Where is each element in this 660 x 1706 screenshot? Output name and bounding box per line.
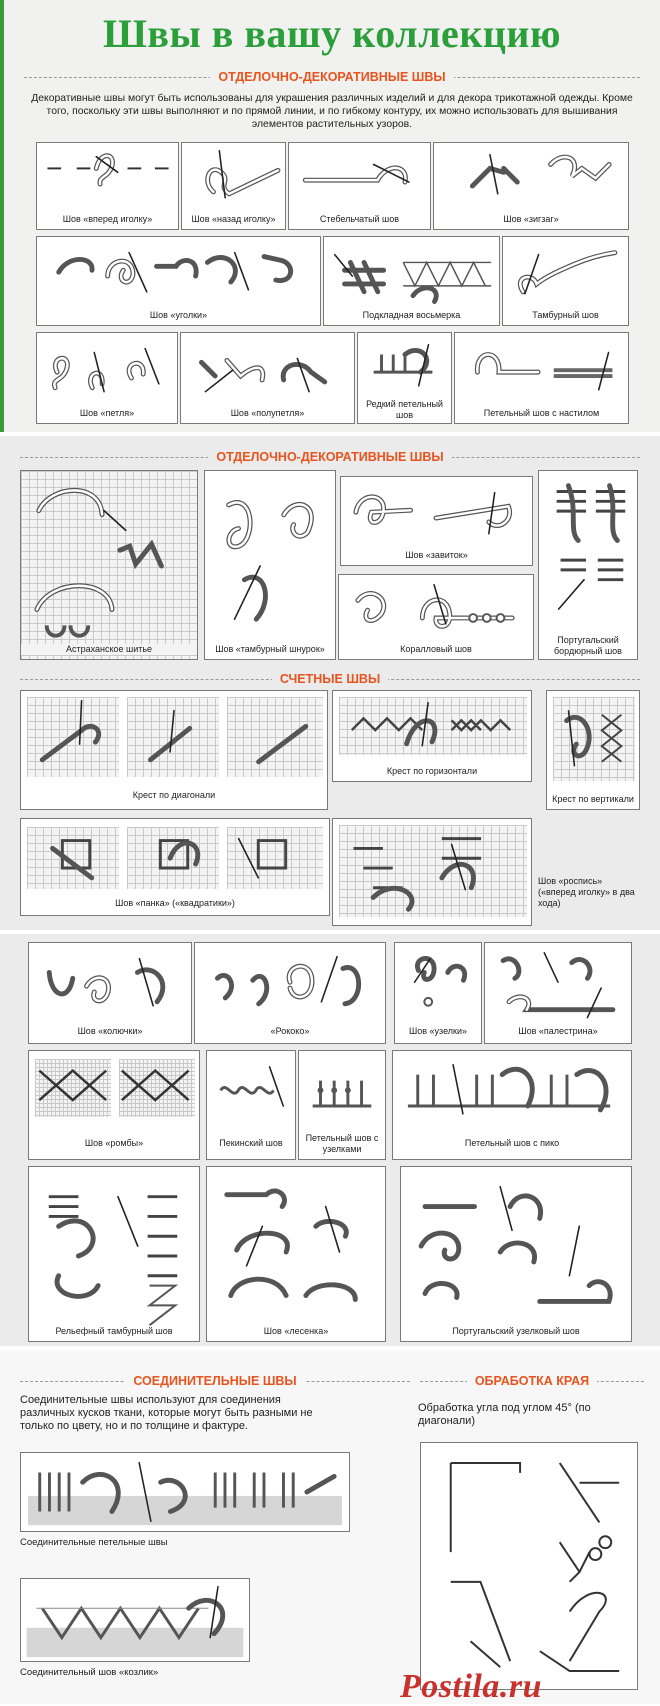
stitch-caption: Шов «тамбурный шнурок»: [215, 644, 325, 654]
stitch-figure: [338, 574, 534, 660]
page-panel-2: [0, 436, 660, 930]
stitch-caption: Шов «зигзаг»: [503, 214, 559, 224]
stitch-figure: [20, 470, 198, 660]
stitch-caption: Пекинский шов: [219, 1138, 283, 1148]
stitch-caption: Соединительные петельные швы: [20, 1537, 168, 1548]
stitch-figure: [206, 1050, 296, 1160]
stitch-caption: Рельефный тамбурный шов: [55, 1326, 173, 1336]
stitch-caption: Шов «уголки»: [149, 310, 208, 320]
watermark: Postila.ru: [400, 1668, 542, 1705]
stitch-caption: Редкий петельный шов: [366, 399, 443, 420]
stitch-caption: Португальский бордюрный шов: [554, 635, 622, 656]
stitch-figure: [340, 476, 533, 566]
stitch-figure: [332, 818, 532, 926]
section-heading: ОТДЕЛОЧНО-ДЕКОРАТИВНЫЕ ШВЫ: [24, 70, 640, 84]
stitch-figure: [181, 142, 286, 230]
stitch-caption: Шов «завиток»: [405, 550, 468, 560]
stitch-caption: Шов «полупетля»: [230, 408, 305, 418]
stitch-figure: [546, 690, 640, 810]
stitch-figure: [298, 1050, 386, 1160]
stitch-caption: Петельный шов с настилом: [483, 408, 600, 418]
stitch-figure: [28, 1166, 200, 1342]
section-heading: СОЕДИНИТЕЛЬНЫЕ ШВЫ: [20, 1374, 410, 1388]
stitch-caption: Шов «узелки»: [409, 1026, 467, 1036]
stitch-caption: Тамбурный шов: [532, 310, 599, 320]
stitch-caption: Шов «роспись» («вперед иголку» в два хода): [538, 876, 635, 908]
stitch-caption: Шов «колючки»: [77, 1026, 143, 1036]
stitch-figure: [20, 818, 330, 916]
edge-finishing-figure: [420, 1442, 638, 1690]
stitch-figure: [180, 332, 355, 424]
stitch-caption: Шов «панка» («квадратики»): [115, 898, 235, 908]
page-panel-3: [0, 934, 660, 1346]
stitch-caption: Подкладная восьмерка: [362, 310, 461, 320]
stitch-figure: [20, 690, 328, 810]
stitch-figure: [538, 470, 638, 660]
stitch-figure: [36, 332, 178, 424]
stitch-caption: Крест по горизонтали: [386, 766, 478, 776]
stitch-figure: [454, 332, 629, 424]
stitch-caption: Крест по вертикали: [552, 794, 634, 804]
page-title: Швы в вашу коллекцию: [102, 11, 562, 56]
stitch-caption: Крест по диагонали: [132, 790, 216, 800]
stitch-figure: [28, 942, 192, 1044]
stitch-figure: [206, 1166, 386, 1342]
stitch-figure: [502, 236, 629, 326]
stitch-figure: [332, 690, 532, 782]
stitch-figure: [400, 1166, 632, 1342]
stitch-figure: [28, 1050, 200, 1160]
stitch-figure: [288, 142, 431, 230]
stitch-caption: Коралловый шов: [400, 644, 472, 654]
section-heading: ОТДЕЛОЧНО-ДЕКОРАТИВНЫЕ ШВЫ: [20, 450, 640, 464]
stitch-figure: [20, 1578, 250, 1662]
stitch-figure: [204, 470, 336, 660]
page-panel-1: [0, 0, 660, 432]
stitch-caption: Стебельчатый шов: [319, 214, 400, 224]
section-heading: СЧЕТНЫЕ ШВЫ: [20, 672, 640, 686]
stitch-figure: [484, 942, 632, 1044]
edge-finishing-text: Обработка угла под углом 45° (по диагонали): [418, 1402, 591, 1427]
stitch-caption: Шов «вперед иголку»: [62, 214, 153, 224]
stitch-caption: Петельный шов с узелками: [305, 1133, 379, 1154]
stitch-figure: [194, 942, 386, 1044]
stitch-caption: Астраханское шитье: [21, 644, 197, 655]
stitch-figure: [36, 142, 179, 230]
stitch-caption: «Рококо»: [270, 1026, 310, 1036]
stitch-figure: [394, 942, 482, 1044]
stitch-figure: [323, 236, 500, 326]
stitch-figure: [392, 1050, 632, 1160]
stitch-caption: Шов «лесенка»: [263, 1326, 329, 1336]
stitch-caption: Португальский узелковый шов: [452, 1326, 580, 1336]
stitch-caption: Шов «ромбы»: [84, 1138, 144, 1148]
page-panel-4: [0, 1350, 660, 1704]
stitch-caption: Шов «петля»: [79, 408, 135, 418]
stitch-caption: Шов «назад иголку»: [191, 214, 276, 224]
stitch-caption: Петельный шов с пико: [464, 1138, 560, 1148]
stitch-caption: Соединительный шов «козлик»: [20, 1667, 159, 1678]
stitch-figure: [357, 332, 452, 424]
stitch-figure: [20, 1452, 350, 1532]
stitch-figure: [433, 142, 629, 230]
stitch-figure: [36, 236, 321, 326]
stitch-caption: Шов «палестрина»: [518, 1026, 598, 1036]
intro-text: Декоративные швы могут быть использованы для украшения различных изделий и для декора трикотажной одежды. Кроме того, поскольку эти швы выполняют и по прямой линии, и по гибкому контуру, их можно использовать для вышивания элементов растительных узоров.: [31, 93, 633, 130]
connecting-stitches-text: Соединительные швы используют для соединения различных кусков ткани, которые могут быть разными не только по цвету, но и по толщине и фактуре.: [20, 1394, 313, 1432]
section-heading: ОБРАБОТКА КРАЯ: [420, 1374, 644, 1388]
